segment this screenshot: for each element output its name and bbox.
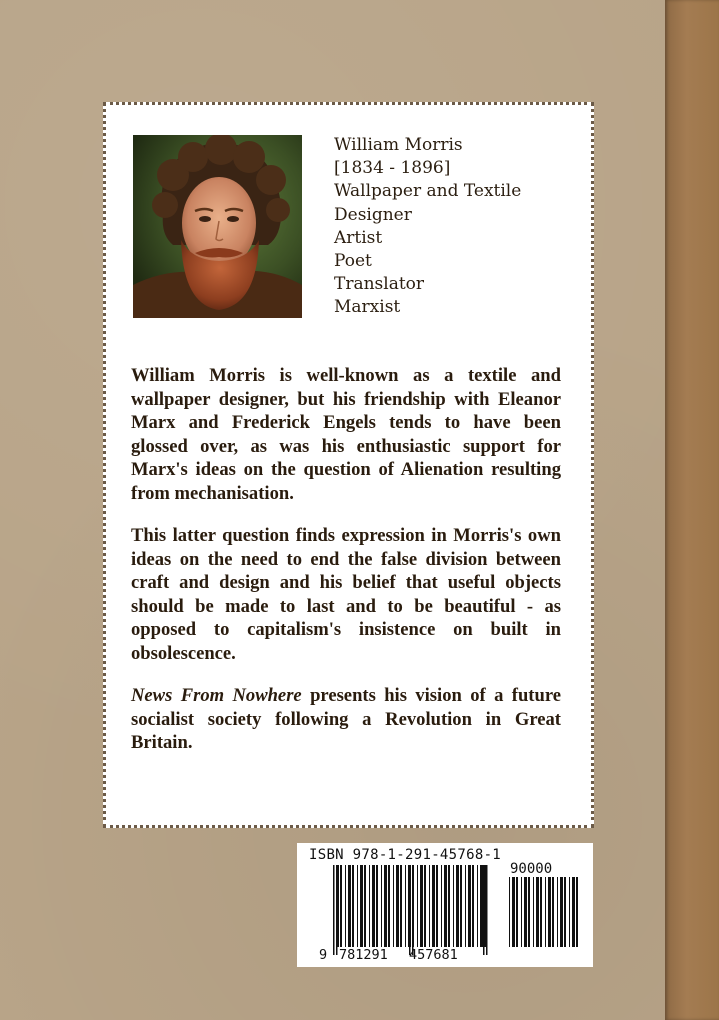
barcode-bar [352,865,354,947]
barcode-bar [468,865,471,947]
price-code: 90000 [510,861,553,877]
author-bio [334,134,574,320]
barcode-bar [560,877,563,947]
ean-first-digit: 9 [319,947,328,963]
barcode-guard-bar [412,865,414,955]
portrait-image [133,135,302,318]
barcode-bar [557,877,558,947]
barcode-bar [516,877,518,947]
bio-dates: [1834 - 1896] [334,158,451,179]
barcode-bar [340,865,342,947]
barcode-bar [456,865,459,947]
blurb-paragraph-3-text: presents his vision of a future socialist society following a Revolution in Great Britain. [131,685,561,754]
barcode-bar [424,865,426,947]
barcode-bar [405,865,406,947]
barcode-bar [357,865,358,947]
ean-left-group: 781291 [339,947,388,963]
isbn-text: ISBN 978-1-291-45768-1 [309,847,502,863]
barcode-bar [444,865,447,947]
bio-name: William Morris [334,135,463,155]
barcode-bar [512,877,515,947]
barcode-guard-bar [483,865,485,955]
barcode-bar [369,865,370,947]
barcode-bar [480,865,483,947]
barcode-bar [528,877,530,947]
author-portrait [133,135,302,318]
barcode-bar [400,865,402,947]
bio-role: Wallpaper and Textile [334,181,522,202]
barcode-bar [372,865,375,947]
bio-role: Artist [334,227,383,248]
barcode-bar [477,865,478,947]
barcode-bar [453,865,454,947]
barcode-guard-bar [336,865,338,955]
barcode-bar [465,865,466,947]
book-spine [665,0,719,1020]
barcode-bar [536,877,539,947]
bio-role: Marxist [334,297,401,318]
barcode-bar [569,877,570,947]
barcode-bar [552,877,554,947]
bio-role: Poet [334,251,372,272]
barcode-guard-bar [333,865,335,955]
book-title: News From Nowhere [131,685,302,706]
barcode-bar [360,865,363,947]
barcode-guard-bar [409,865,411,955]
barcode-guard-bar [486,865,488,955]
barcode-box [297,843,593,967]
barcode-bar [524,877,527,947]
barcode-bar [472,865,474,947]
barcode-bar [509,877,510,947]
bio-role: Translator [334,274,425,295]
barcode-bar [345,865,346,947]
barcode-bar [448,865,450,947]
barcode-bar [417,865,418,947]
barcode-bar [533,877,534,947]
barcode-bar [545,877,546,947]
bio-role: Designer [334,204,412,225]
barcode-bar [396,865,399,947]
barcode-bar [429,865,430,947]
barcode-bar [364,865,366,947]
barcode-bar [441,865,442,947]
barcode-bar [393,865,394,947]
barcode-bar [548,877,551,947]
barcode-bar [460,865,462,947]
barcode-bar [432,865,435,947]
barcode-bar [576,877,578,947]
barcode-bar [420,865,423,947]
blurb-paragraph-2: This latter question finds expression in Morris's own ideas on the need to end the false division between craft and design and his belief that useful objects should be made to last and to be beautiful - as opposed to capitalism's insistence on built in obsolescence. [131,525,561,664]
barcode-bar [388,865,390,947]
barcode-bar [521,877,522,947]
blurb-paragraph-3 [131,684,561,755]
barcode-bar [564,877,566,947]
barcode-bar [540,877,542,947]
barcode-bar [376,865,378,947]
barcode-bar [436,865,438,947]
barcode-bar [384,865,387,947]
barcode-bar [348,865,351,947]
barcode-bar [572,877,575,947]
blurb-paragraph-1: William Morris is well-known as a textile and wallpaper designer, but his friendship with Eleanor Marx and Frederick Engels tends to have been glossed over, as was his enthusiastic support for Marx's ideas on the question of Alienation resulting from mechanisation. [131,365,561,504]
ean-right-group: 457681 [409,947,458,963]
barcode-bar [381,865,382,947]
